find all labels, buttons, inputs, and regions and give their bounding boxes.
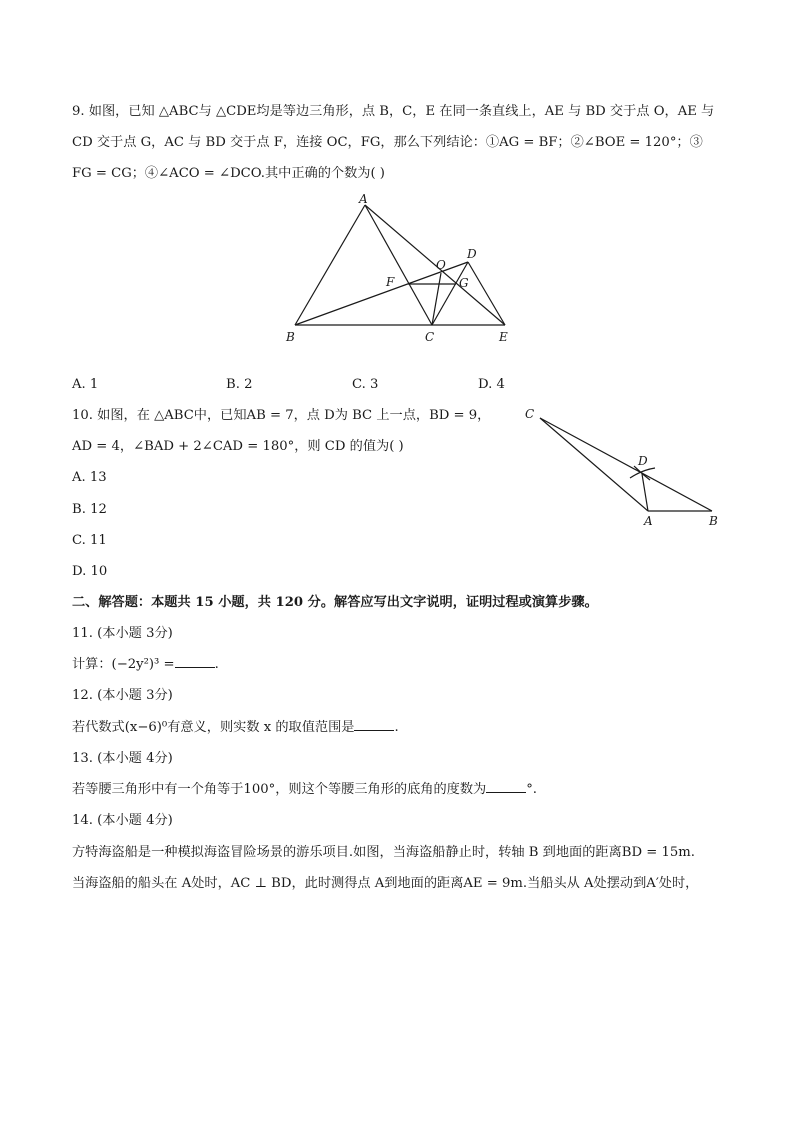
q13-header: 13. (本小题 4分) [72,751,173,766]
q9-option-b: B. 2 [226,377,253,392]
q12-header: 12. (本小题 3分) [72,688,173,703]
q10-label-B: B [709,514,718,528]
q13-text [72,780,537,800]
q9-label-F: F [386,275,395,289]
q14-stem-line1: 方特海盗船是一种模拟海盗冒险场景的游乐项目.如图，当海盗船静止时，转轴 B 到地面的距离BD = 15m. [72,845,695,860]
q13-text-prefix: 若等腰三角形中有一个角等于100°，则这个等腰三角形的底角的度数为 [72,782,487,797]
q11-header: 11. (本小题 3分) [72,626,173,641]
q9-option-d: D. 4 [478,377,505,392]
q13-answer-blank[interactable] [486,780,526,793]
q11-text [72,655,219,675]
q9-stem-line3: FG = CG；④∠ACO = ∠DCO.其中正确的个数为( ) [72,166,385,181]
q9-label-G: G [459,276,469,290]
q10-seg-AD [642,474,648,511]
q11-answer-blank[interactable] [175,655,215,668]
q12-answer-blank[interactable] [354,718,394,731]
q10-option-a: A. 13 [72,470,107,485]
q10-stem-line1: 10. 如图，在 △ABC中，已知AB = 7，点 D为 BC 上一点，BD = 9， [72,408,491,423]
q10-seg-CA [540,418,648,511]
section-heading: 二、解答题：本题共 15 小题，共 120 分。解答应写出文字说明，证明过程或演算步骤。 [72,595,598,610]
q10-label-D: D [638,454,648,468]
q12-text [72,718,399,738]
q9-label-D: D [467,247,477,261]
q9-option-c: C. 3 [352,377,379,392]
q13-text-suffix: °. [526,782,537,797]
q14-header: 14. (本小题 4分) [72,813,173,828]
q14-stem-line2: 当海盗船的船头在 A处时，AC ⊥ BD，此时测得点 A到地面的距离AE = 9m.当船头从 A处摆动到A′处时， [72,876,699,891]
q10-seg-CB [540,418,712,511]
q9-stem-line1: 9. 如图，已知 △ABC与 △CDE均是等边三角形，点 B，C，E 在同一条直线上，AE 与 BD 交于点 O，AE 与 [72,104,715,119]
q12-text-prefix: 若代数式(x−6)⁰有意义，则实数 x 的取值范围是 [72,720,355,735]
q10-stem-line2: AD = 4，∠BAD + 2∠CAD = 180°，则 CD 的值为( ) [72,439,404,454]
q9-option-a: A. 1 [72,377,99,392]
q9-stem-line2: CD 交于点 G，AC 与 BD 交于点 F，连接 OC，FG，那么下列结论：①AG = BF；②∠BOE = 120°；③ [72,135,703,150]
q10-option-d: D. 10 [72,564,108,579]
q9-label-E: E [499,330,508,344]
q9-label-B: B [286,330,295,344]
q10-option-b: B. 12 [72,502,107,517]
q10-option-c: C. 11 [72,533,107,548]
q9-label-O: O [436,258,446,272]
q10-label-C: C [525,407,535,421]
q11-text-prefix: 计算：(−2y²)³ = [72,657,175,672]
q9-label-C: C [425,330,435,344]
q12-text-suffix: . [394,720,399,735]
q9-label-A: A [359,192,368,206]
q10-label-A: A [644,514,653,528]
q11-text-suffix: . [214,657,219,672]
